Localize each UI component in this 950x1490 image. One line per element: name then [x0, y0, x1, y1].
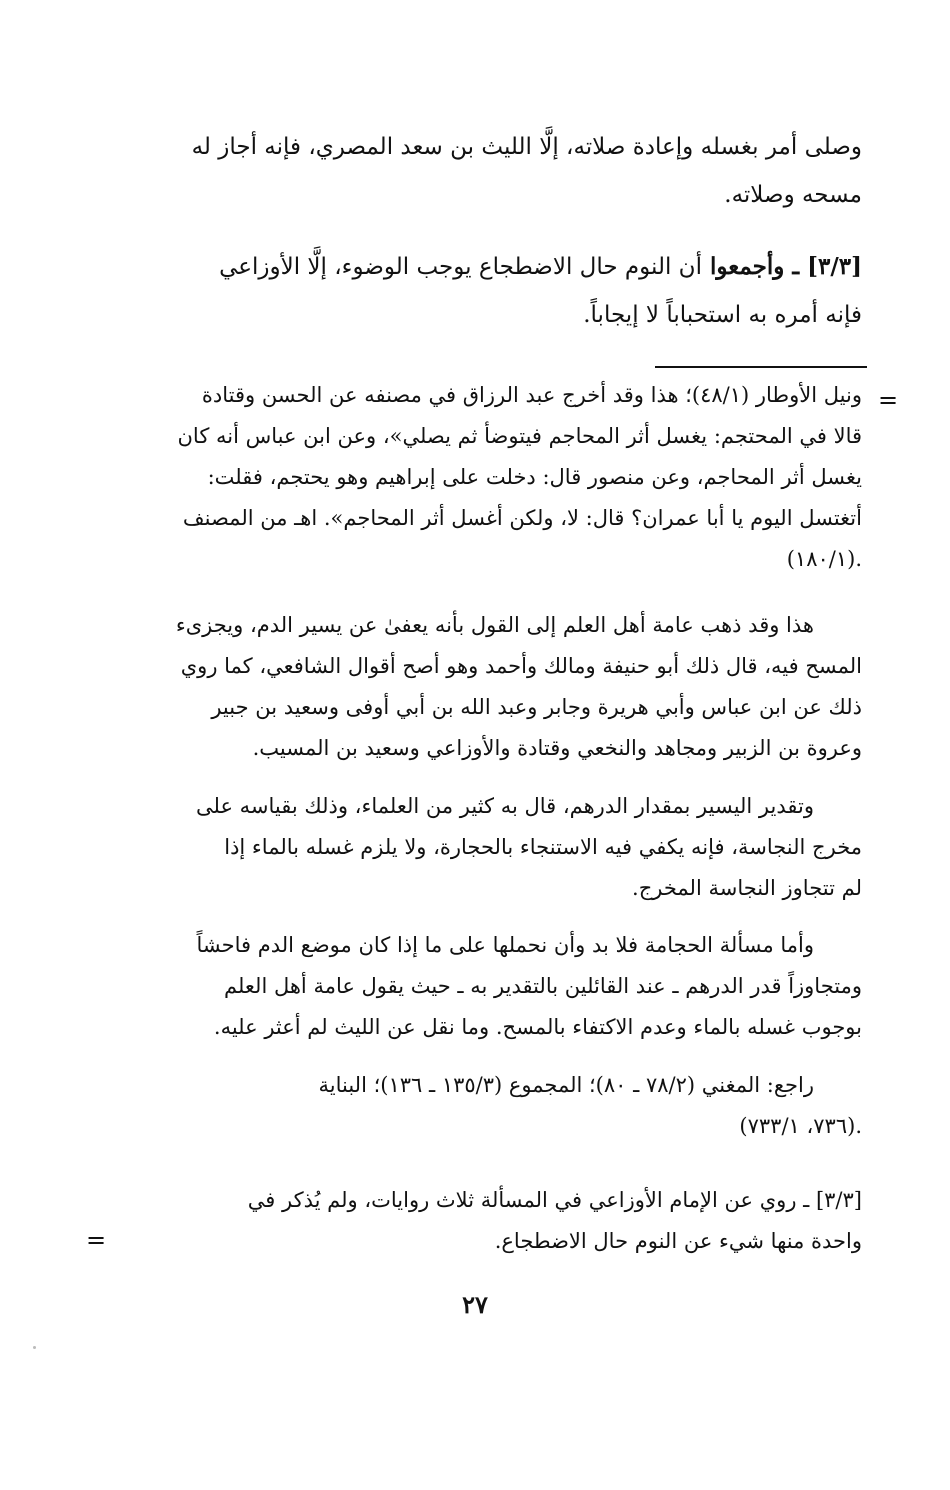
main-paragraph-1-line-1: وصلى أمر بغسله وإعادة صلاته، إلَّا الليث بن سعد المصري، فإنه أجاز له — [191, 134, 862, 160]
main-paragraph-1-line-2: مسحه وصلاته. — [724, 182, 862, 208]
footnote-5-line-1: راجع: المغني (٧٨/٢ ـ ٨٠)؛ المجموع (١٣٥/٣ ـ ١٣٦)؛ البناية — [318, 1073, 814, 1097]
footnote-1-line-5: .(١٨٠/١) — [786, 547, 862, 571]
footnote-4 — [127, 925, 862, 1048]
footnote-1 — [127, 375, 862, 580]
footnote-continuation-mark-bottom: = — [86, 1226, 107, 1254]
footnote-continuation-mark-top: = — [878, 386, 899, 414]
main-paragraph-2-line-2: فإنه أمره به استحباباً لا إيجاباً. — [583, 302, 862, 328]
footnote-4-line-2: ومتجاوزاً قدر الدرهم ـ عند القائلين بالتقدير به ـ حيث يقول عامة أهل العلم — [223, 974, 862, 998]
footnote-separator — [655, 366, 867, 368]
page-number: ٢٧ — [462, 1290, 488, 1319]
footnote-2-line-2: المسح فيه، قال ذلك أبو حنيفة ومالك وأحمد وهو أصح أقوال الشافعي، كما روي — [180, 654, 862, 678]
footnote-3 — [127, 786, 862, 909]
main-paragraph-2 — [127, 243, 862, 339]
footnote-3-line-1: وتقدير اليسير بمقدار الدرهم، قال به كثير من العلماء، وذلك بقياسه على — [196, 794, 814, 818]
footnote-3-line-2: مخرج النجاسة، فإنه يكفي فيه الاستنجاء بالحجارة، ولا يلزم غسله بالماء إذا — [224, 835, 862, 859]
footnote-4-line-1: وأما مسألة الحجامة فلا بد وأن نحملها على ما إذا كان موضع الدم فاحشاً — [196, 933, 814, 957]
footnote-3-line-3: لم تتجاوز النجاسة المخرج. — [632, 876, 862, 900]
footnote-6 — [127, 1180, 862, 1262]
issue-heading: [٣/٣] ـ وأجمعوا — [701, 253, 862, 280]
footnote-1-line-1: ونيل الأوطار (٤٨/١)؛ هذا وقد أخرج عبد الرزاق في مصنفه عن الحسن وقتادة — [201, 383, 862, 407]
footnote-2-line-1: هذا وقد ذهب عامة أهل العلم إلى القول بأنه يعفىٰ عن يسير الدم، ويجزىء — [175, 613, 814, 637]
footnote-1-line-4: أتغتسل اليوم يا أبا عمران؟ قال: لا، ولكن أغسل أثر المحاجم». اهـ من المصنف — [182, 506, 862, 530]
footnote-1-line-3: يغسل أثر المحاجم، وعن منصور قال: دخلت على إبراهيم وهو يحتجم، فقلت: — [207, 465, 862, 489]
footnote-4-line-3: بوجوب غسله بالماء وعدم الاكتفاء بالمسح. وما نقل عن الليث لم أعثر عليه. — [213, 1015, 862, 1039]
footnote-5 — [127, 1065, 862, 1147]
footnote-6-line-2: واحدة منها شيء عن النوم حال الاضطجاع. — [494, 1229, 862, 1253]
footnote-2-line-4: وعروة بن الزبير ومجاهد والنخعي وقتادة والأوزاعي وسعيد بن المسيب. — [252, 736, 862, 760]
footnote-6-line-1: [٣/٣] ـ روي عن الإمام الأوزاعي في المسألة ثلاث روايات، ولم يُذكر في — [247, 1188, 862, 1212]
margin-speck — [33, 1346, 36, 1349]
footnote-2 — [127, 605, 862, 769]
footnote-1-line-2: قالا في المحتجم: يغسل أثر المحاجم فيتوضأ ثم يصلي»، وعن ابن عباس أنه كان — [177, 424, 862, 448]
main-paragraph-1 — [127, 123, 862, 219]
footnote-5-line-2: .(٧٣٦، ٧٣٣/١) — [739, 1114, 862, 1138]
footnote-2-line-3: ذلك عن ابن عباس وأبي هريرة وجابر وعبد الله بن أبي أوفى وسعيد بن جبير — [211, 695, 862, 719]
main-paragraph-2-line-1: [٣/٣] ـ وأجمعوا أن النوم حال الاضطجاع يوجب الوضوء، إلَّا الأوزاعي — [219, 253, 862, 280]
